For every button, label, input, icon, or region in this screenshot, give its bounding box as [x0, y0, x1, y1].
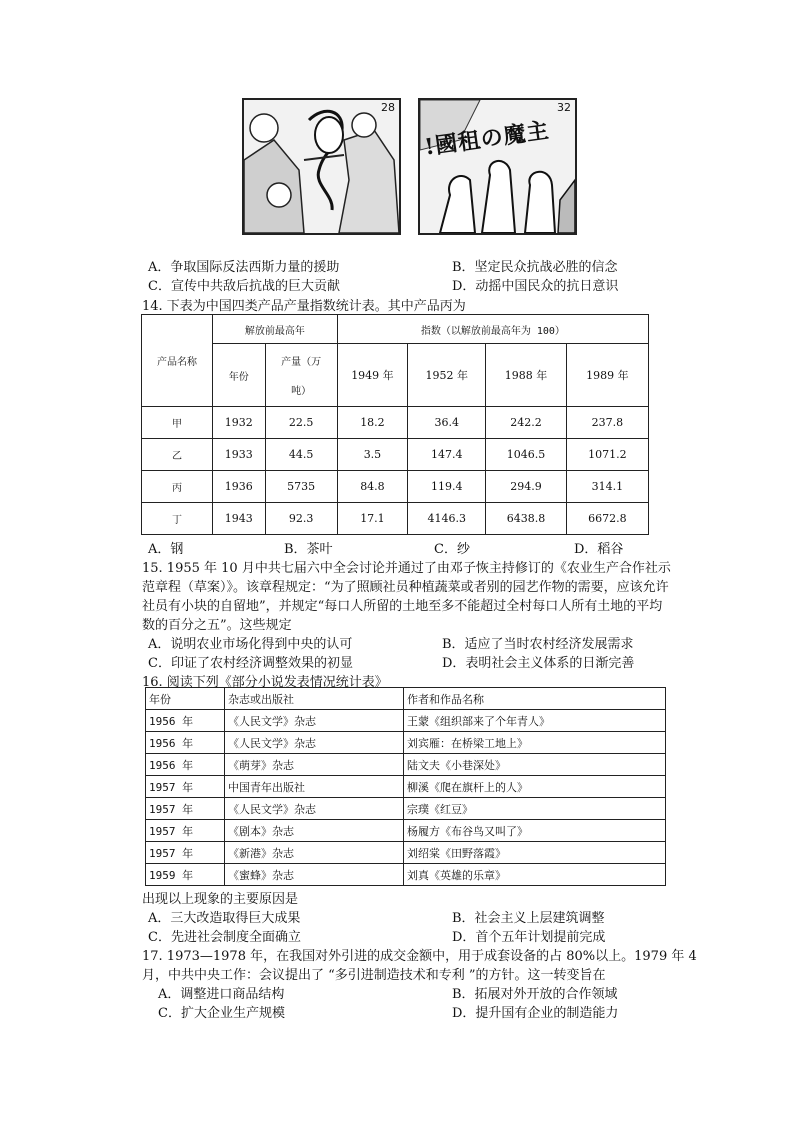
cartoon-right-number: 32 — [557, 101, 571, 114]
q16-cell-work: 柳溪《爬在旗杆上的人》 — [404, 776, 666, 798]
q14-cell-name: 丁 — [142, 503, 213, 535]
table-row — [142, 407, 649, 439]
q14-cell-1952: 147.4 — [408, 439, 486, 471]
q14-header-product: 产品名称 — [142, 315, 213, 407]
q15-option-b[interactable]: B．适应了当时农村经济发展需求 — [442, 637, 634, 652]
table-row — [146, 688, 666, 710]
table-row — [146, 864, 666, 886]
q16-cell-year: 1957 年 — [146, 798, 225, 820]
q14-header-output-line2: 吨） — [291, 386, 312, 397]
q13-option-a[interactable]: A．争取国际反法西斯力量的援助 — [148, 260, 340, 275]
q15-option-c[interactable]: C．印证了农村经济调整效果的初显 — [148, 656, 353, 671]
table-row — [146, 710, 666, 732]
q16-cell-publisher: 《萌芽》杂志 — [225, 754, 404, 776]
q14-option-c[interactable]: C．纱 — [434, 542, 470, 557]
table-row — [146, 776, 666, 798]
q14-header-pre-high: 解放前最高年 — [212, 315, 337, 344]
cartoon-left-drawing — [244, 100, 399, 233]
cartoon-right-caption: !國租の魔主 — [423, 117, 552, 161]
q16-option-b[interactable]: B．社会主义上层建筑调整 — [452, 911, 605, 926]
q16-cell-work: 刘宾雁：在桥梁工地上》 — [404, 732, 666, 754]
table-row — [146, 798, 666, 820]
q14-cell-1989: 314.1 — [566, 471, 648, 503]
q17-option-d[interactable]: D．提升国有企业的制造能力 — [452, 1006, 619, 1021]
table-row — [142, 471, 649, 503]
q14-cell-1988: 242.2 — [486, 407, 566, 439]
q16-cell-work: 陆文夫《小巷深处》 — [404, 754, 666, 776]
q14-cell-1988: 6438.8 — [486, 503, 566, 535]
q14-header-1988: 1988 年 — [486, 344, 566, 407]
q16-cell-publisher: 中国青年出版社 — [225, 776, 404, 798]
q16-option-d[interactable]: D．首个五年计划提前完成 — [452, 930, 606, 945]
q15-line-1: 15. 1955 年 10 月中共七届六中全会讨论并通过了由邓子恢主持修订的《农业生产合作社示 — [142, 561, 671, 576]
q16-header-work: 作者和作品名称 — [404, 688, 666, 710]
q16-cell-year: 1956 年 — [146, 710, 225, 732]
q14-cell-1988: 294.9 — [486, 471, 566, 503]
q16-cell-publisher: 《剧本》杂志 — [225, 820, 404, 842]
q16-cell-publisher: 《人民文学》杂志 — [225, 710, 404, 732]
q16-cell-publisher: 《人民文学》杂志 — [225, 732, 404, 754]
q16-cell-work: 王蒙《组织部来了个年青人》 — [404, 710, 666, 732]
cartoon-left-image — [242, 98, 401, 235]
q14-cell-year: 1936 — [212, 471, 265, 503]
q14-cell-year: 1932 — [212, 407, 265, 439]
q16-header-publisher: 杂志或出版社 — [225, 688, 404, 710]
q14-cell-name: 甲 — [142, 407, 213, 439]
q14-header-output — [265, 344, 337, 407]
q13-option-c[interactable]: C．宣传中共敌后抗战的巨大贡献 — [148, 279, 340, 294]
q14-cell-1988: 1046.5 — [486, 439, 566, 471]
table-row — [146, 842, 666, 864]
q15-line-2: 范章程（草案）》。该章程规定：“为了照顾社员种植蔬菜或者别的园艺作物的需要，应该允许 — [142, 580, 669, 595]
q17-line-2: 月，中共中央工作：会议提出了 “多引进制造技术和专利 ”的方针。这一转变旨在 — [142, 968, 606, 983]
q16-table — [145, 687, 666, 886]
q14-cell-1949: 84.8 — [337, 471, 407, 503]
q16-cell-work: 杨履方《布谷鸟又叫了》 — [404, 820, 666, 842]
q16-cell-year: 1957 年 — [146, 820, 225, 842]
q14-table — [141, 314, 649, 535]
cartoon-left-number: 28 — [381, 101, 395, 114]
q15-option-a[interactable]: A．说明农业市场化得到中央的认可 — [148, 637, 353, 652]
cartoon-right-image — [418, 98, 577, 235]
q14-cell-1952: 119.4 — [408, 471, 486, 503]
q16-cell-work: 刘绍棠《田野落霞》 — [404, 842, 666, 864]
q16-cell-year: 1956 年 — [146, 754, 225, 776]
q14-cell-year: 1933 — [212, 439, 265, 471]
table-row — [146, 754, 666, 776]
q14-cell-name: 乙 — [142, 439, 213, 471]
q16-cell-year: 1957 年 — [146, 776, 225, 798]
q14-cell-1949: 18.2 — [337, 407, 407, 439]
q14-cell-1989: 237.8 — [566, 407, 648, 439]
q16-cell-work: 刘真《英雄的乐章》 — [404, 864, 666, 886]
q16-cell-publisher: 《蜜蜂》杂志 — [225, 864, 404, 886]
q14-cell-output: 5735 — [265, 471, 337, 503]
q14-header-index: 指数（以解放前最高年为 100） — [337, 315, 648, 344]
q17-option-a[interactable]: A．调整进口商品结构 — [158, 987, 285, 1002]
q14-cell-name: 丙 — [142, 471, 213, 503]
q14-header-1949: 1949 年 — [337, 344, 407, 407]
table-row — [146, 820, 666, 842]
q16-cell-year: 1959 年 — [146, 864, 225, 886]
q15-option-d[interactable]: D．表明社会主义体系的日渐完善 — [442, 656, 635, 671]
q14-cell-1949: 3.5 — [337, 439, 407, 471]
q14-stem: 14. 下表为中国四类产品产量指数统计表。其中产品丙为 — [142, 299, 466, 314]
q15-line-4: 数的百分之五”。这些规定 — [142, 618, 292, 633]
q15-line-3: 社员有小块的自留地”，并规定“每口人所留的土地至多不能超过全村每口人所有土地的平均 — [142, 599, 663, 614]
q16-stem: 16. 阅读下列《部分小说发表情况统计表》 — [142, 675, 388, 690]
q17-option-b[interactable]: B．拓展对外开放的合作领域 — [452, 987, 618, 1002]
q16-cell-year: 1957 年 — [146, 842, 225, 864]
q16-cell-work: 宗璞《红豆》 — [404, 798, 666, 820]
table-row — [146, 732, 666, 754]
q14-option-a[interactable]: A．钢 — [148, 542, 184, 557]
q13-option-b[interactable]: B．坚定民众抗战必胜的信念 — [452, 260, 618, 275]
q16-option-c[interactable]: C．先进社会制度全面确立 — [148, 930, 301, 945]
q14-cell-1949: 17.1 — [337, 503, 407, 535]
q16-cell-year: 1956 年 — [146, 732, 225, 754]
q13-option-d[interactable]: D．动摇中国民众的抗日意识 — [452, 279, 619, 294]
q14-cell-1952: 4146.3 — [408, 503, 486, 535]
q14-cell-1989: 1071.2 — [566, 439, 648, 471]
q16-cell-publisher: 《人民文学》杂志 — [225, 798, 404, 820]
q17-line-1: 17. 1973—1978 年，在我国对外引进的成交金额中，用于成套设备的占 80%以上。1979 年 4 — [142, 949, 697, 964]
table-row — [142, 439, 649, 471]
q14-cell-1989: 6672.8 — [566, 503, 648, 535]
q14-cell-year: 1943 — [212, 503, 265, 535]
q14-header-1989: 1989 年 — [566, 344, 648, 407]
q14-cell-output: 44.5 — [265, 439, 337, 471]
q16-cell-publisher: 《新港》杂志 — [225, 842, 404, 864]
q17-option-c[interactable]: C．扩大企业生产规模 — [158, 1006, 285, 1021]
q14-header-1952: 1952 年 — [408, 344, 486, 407]
q14-header-year: 年份 — [212, 344, 265, 407]
q14-option-b[interactable]: B．茶叶 — [284, 542, 333, 557]
q14-cell-output: 92.3 — [265, 503, 337, 535]
q16-header-year: 年份 — [146, 688, 225, 710]
q14-cell-1952: 36.4 — [408, 407, 486, 439]
q14-option-d[interactable]: D．稻谷 — [574, 542, 624, 557]
q16-after: 出现以上现象的主要原因是 — [142, 892, 299, 907]
q16-option-a[interactable]: A．三大改造取得巨大成果 — [148, 911, 301, 926]
q14-cell-output: 22.5 — [265, 407, 337, 439]
table-row — [142, 503, 649, 535]
q14-header-output-line1: 产量（万 — [281, 357, 322, 368]
